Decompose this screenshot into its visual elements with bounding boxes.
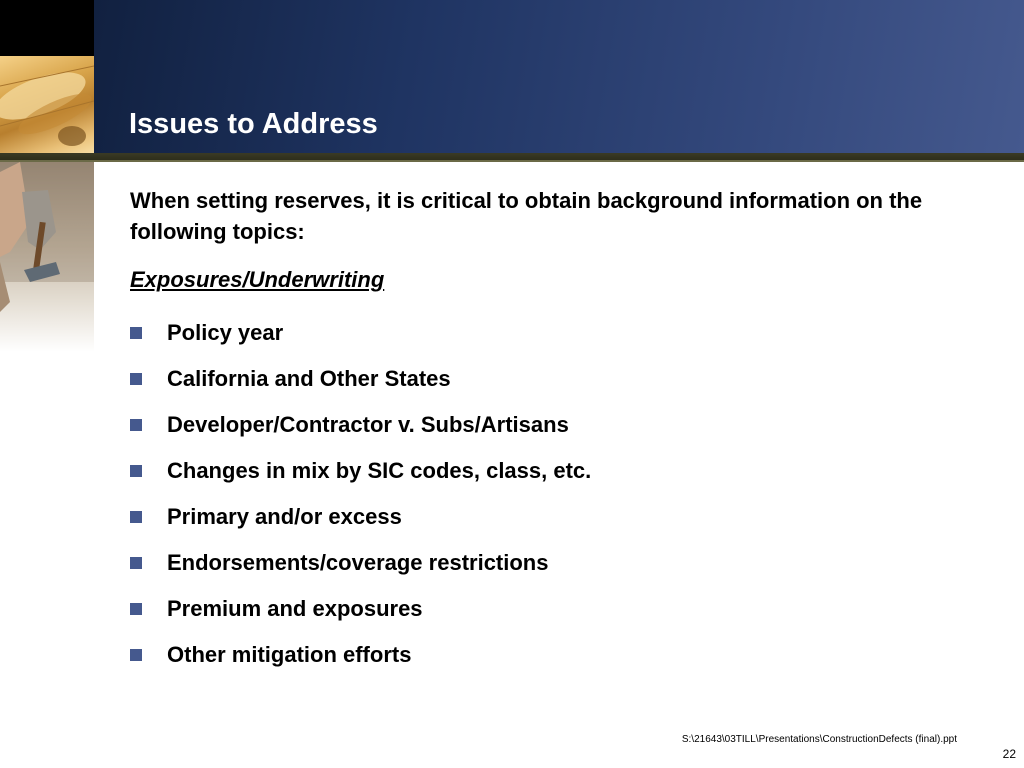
header-divider-band [0,153,1024,162]
bullet-item [130,402,591,448]
blueprint-photo [0,56,94,153]
square-bullet-icon [130,327,142,339]
bullet-text: Primary and/or excess [167,504,402,529]
bullet-text: California and Other States [167,366,451,391]
bullet-item [130,494,591,540]
bullet-text: Other mitigation efforts [167,642,412,667]
bullet-item [130,632,591,678]
hammer-icon [0,162,94,352]
worker-hammer-photo [0,162,94,352]
section-heading: Exposures/Underwriting [130,267,385,292]
corner-block [0,0,94,56]
square-bullet-icon [130,603,142,615]
intro-text: When setting reserves, it is critical to obtain background information on the following topics: [130,188,923,244]
bullet-item [130,448,591,494]
file-path-footer: S:\21643\03TILL\Presentations\ConstructionDefects (final).ppt [681,734,957,745]
bullet-text: Developer/Contractor v. Subs/Artisans [167,412,569,437]
bullet-item [130,310,591,356]
page-number: 22 [1002,747,1016,761]
blueprint-roll-icon [0,56,94,153]
square-bullet-icon [130,557,142,569]
square-bullet-icon [130,419,142,431]
bullet-text: Changes in mix by SIC codes, class, etc. [167,458,592,483]
bullet-item [130,586,591,632]
slide-title: Issues to Address [129,108,378,140]
square-bullet-icon [130,373,142,385]
bullet-text: Premium and exposures [167,596,423,621]
bullet-text: Policy year [167,320,284,345]
square-bullet-icon [130,511,142,523]
bullet-list [130,310,591,678]
square-bullet-icon [130,465,142,477]
bullet-item [130,540,591,586]
bullet-item [130,356,591,402]
square-bullet-icon [130,649,142,661]
bullet-text: Endorsements/coverage restrictions [167,550,549,575]
